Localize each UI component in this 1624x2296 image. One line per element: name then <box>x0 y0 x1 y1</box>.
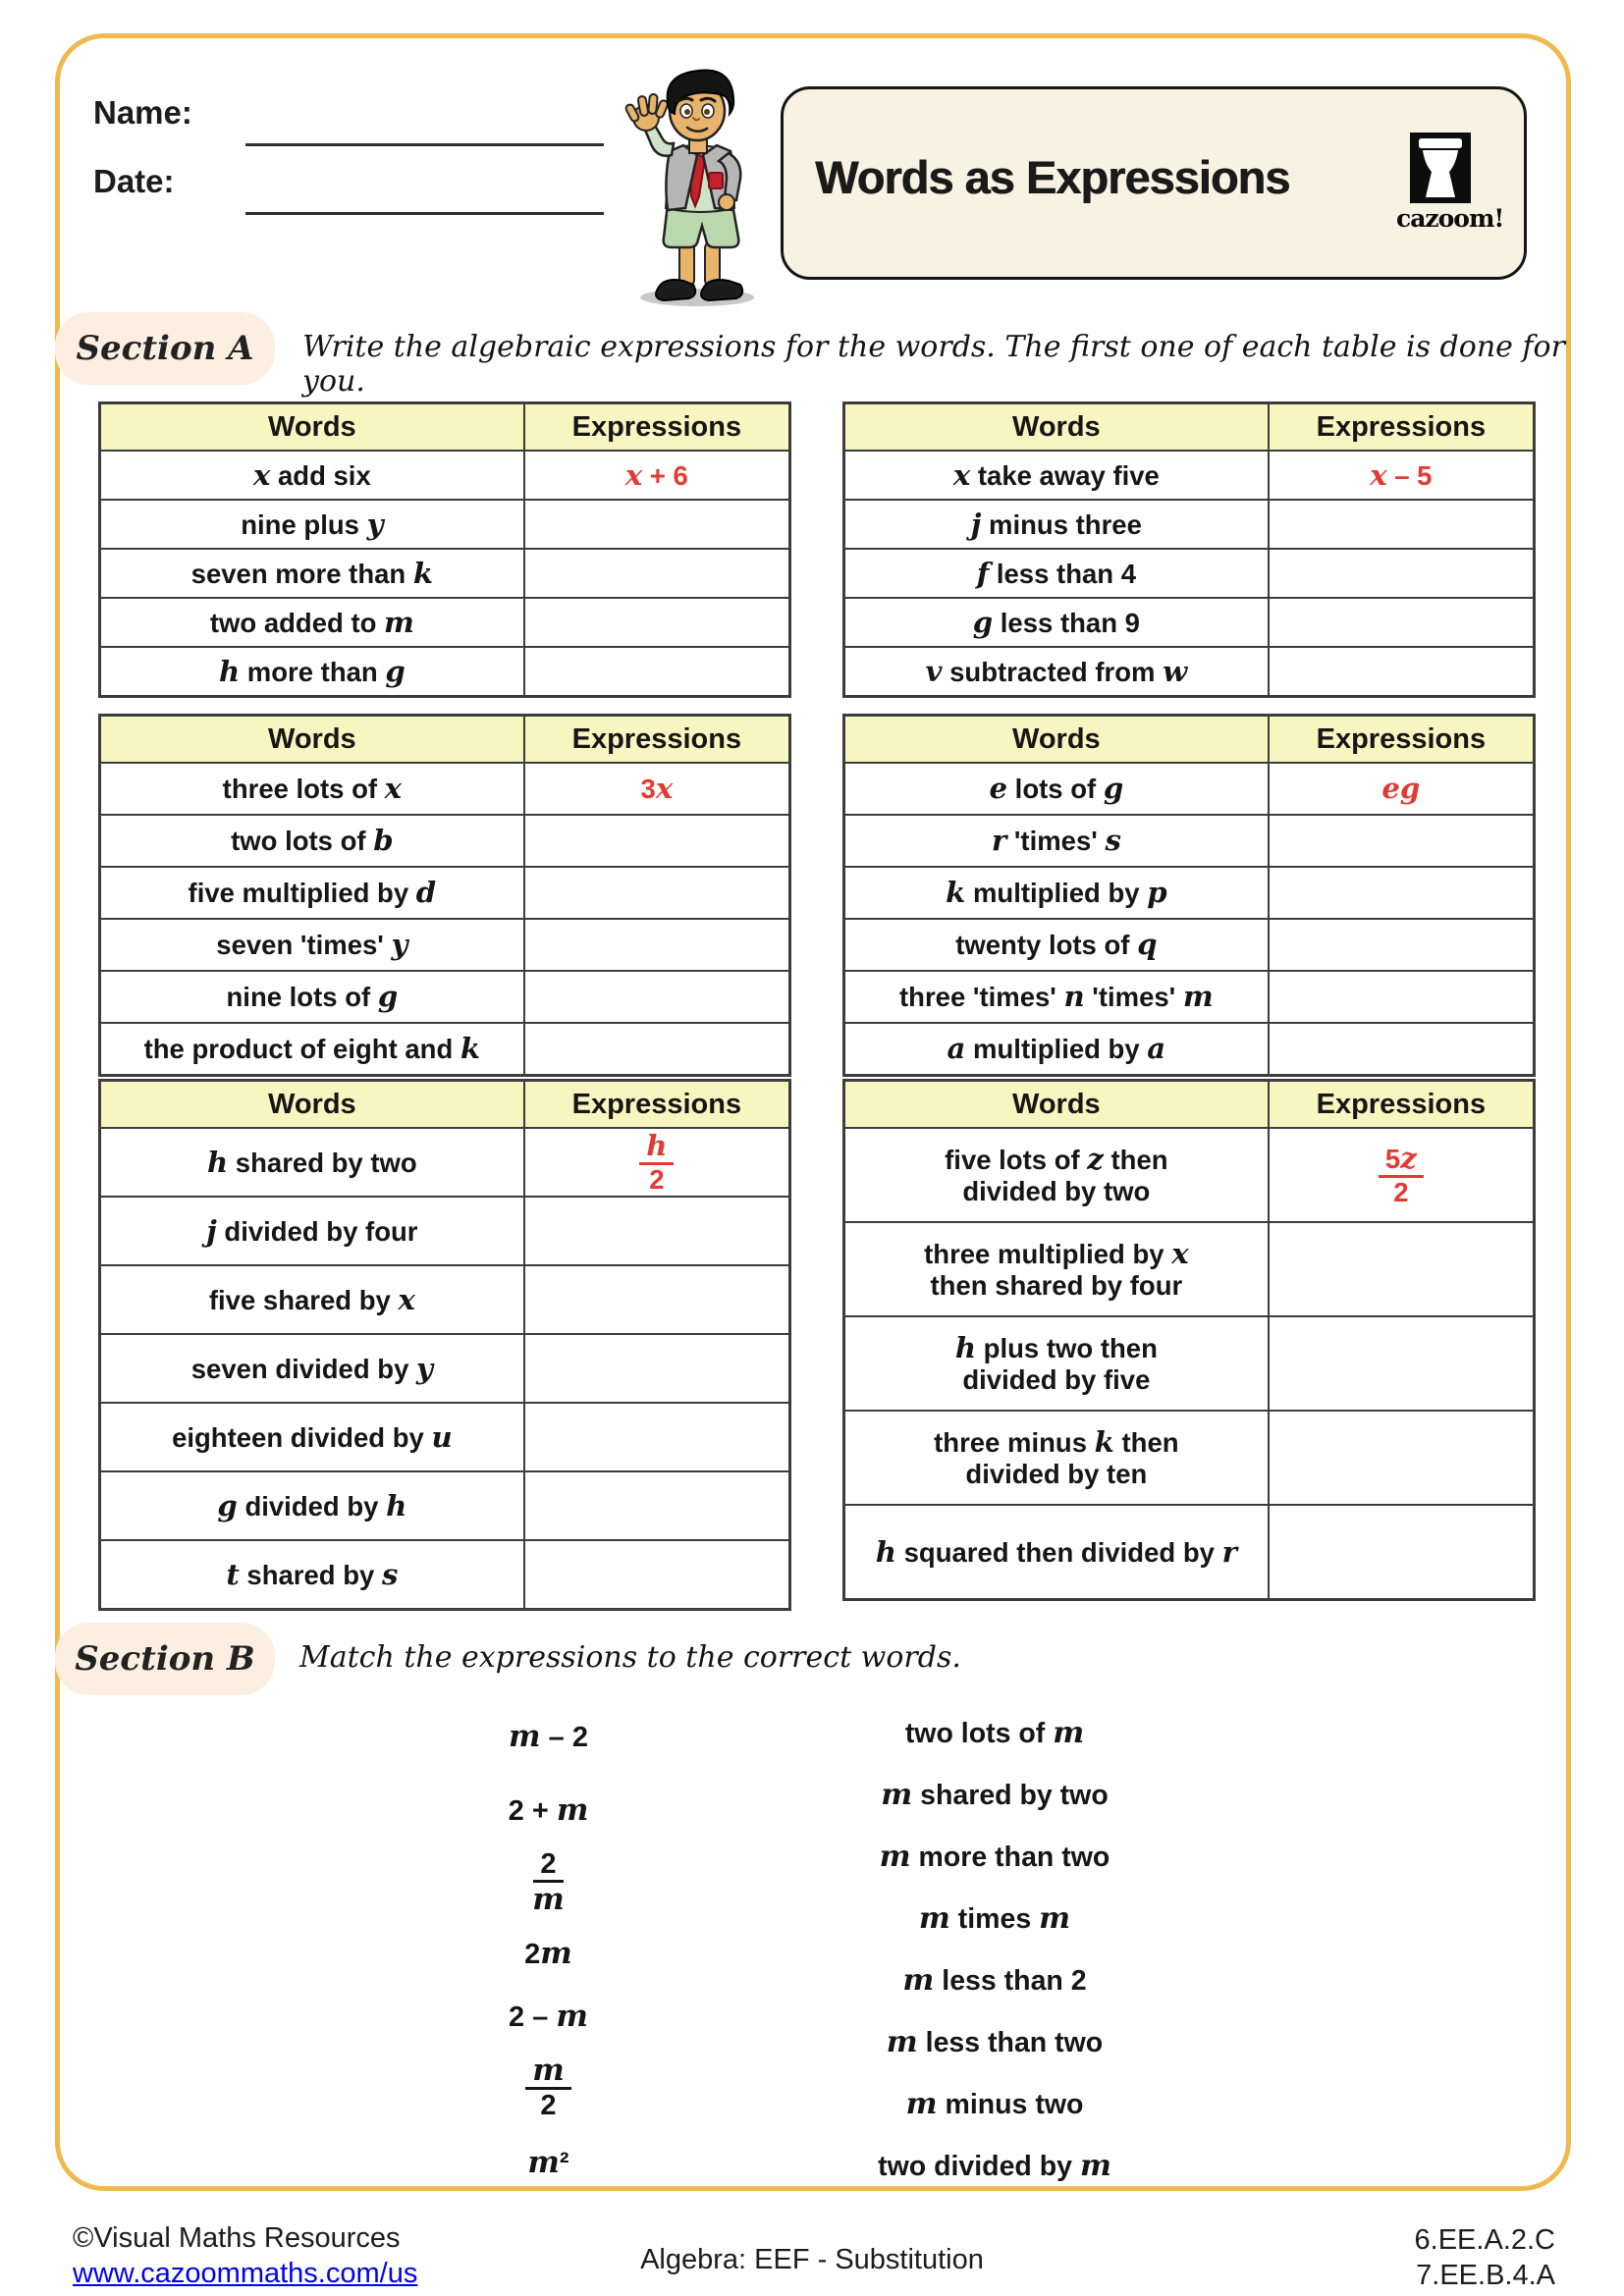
words-cell: the product of eight and k <box>100 1023 524 1075</box>
table-row <box>100 763 789 815</box>
table-row <box>844 1222 1534 1316</box>
words-cell: v subtracted from w <box>844 647 1269 696</box>
words-cell: g less than 9 <box>844 598 1269 647</box>
expression-answer-blank[interactable] <box>1269 1411 1534 1505</box>
expression-answer-blank[interactable] <box>524 1471 789 1540</box>
match-expression-item[interactable]: $\frac{2}{m}$ <box>532 1848 565 1918</box>
column-header-words: Words <box>100 403 524 451</box>
column-header-expressions: Expressions <box>524 1081 789 1128</box>
words-cell: seven 'times' y <box>100 919 524 971</box>
table-row <box>844 867 1534 919</box>
expression-answer-blank[interactable] <box>524 919 789 971</box>
table-row <box>844 1316 1534 1411</box>
table-row <box>100 1128 789 1197</box>
words-cell: nine plus y <box>100 500 524 549</box>
cazoom-logo-text: cazoom! <box>1396 204 1504 233</box>
date-label: Date: <box>93 163 175 199</box>
expression-answer-blank[interactable] <box>524 815 789 867</box>
expression-answer-blank[interactable] <box>1269 919 1534 971</box>
words-cell: three minus k then divided by ten <box>844 1411 1269 1505</box>
table-row <box>100 598 789 647</box>
expression-answer-blank[interactable] <box>524 971 789 1023</box>
expression-answer-blank[interactable] <box>1269 1023 1534 1075</box>
expression-answer-blank[interactable] <box>524 1023 789 1075</box>
words-cell: seven more than k <box>100 549 524 598</box>
table-row <box>100 647 789 696</box>
words-cell: h plus two then divided by five <box>844 1316 1269 1411</box>
words-cell: three multiplied by x then shared by four <box>844 1222 1269 1316</box>
expression-answer-example: $\frac{5z}{2}$ <box>1269 1128 1534 1222</box>
expression-answer-blank[interactable] <box>524 1197 789 1265</box>
expression-answer-blank[interactable] <box>1269 867 1534 919</box>
expression-answer-example: 3x <box>524 763 789 815</box>
column-header-expressions: Expressions <box>524 403 789 451</box>
expression-answer-blank[interactable] <box>524 1403 789 1471</box>
name-write-line[interactable] <box>245 143 604 146</box>
date-write-line[interactable] <box>245 212 604 215</box>
match-expression-item[interactable]: m – 2 <box>509 1719 588 1754</box>
expression-answer-example: $\frac{h}{2}$ <box>524 1128 789 1197</box>
words-cell: x add six <box>100 451 524 500</box>
footer-topic: Algebra: EEF - Substitution <box>640 2244 984 2275</box>
match-words-item[interactable]: m minus two <box>905 2087 1084 2121</box>
words-cell: j divided by four <box>100 1197 524 1265</box>
section-a-instruction: Write the algebraic expressions for the words. The first one of each table is done for you. <box>302 330 1565 399</box>
column-header-words: Words <box>100 1081 524 1128</box>
column-header-words: Words <box>100 716 524 763</box>
table-row <box>100 451 789 500</box>
table-row <box>844 815 1534 867</box>
table-row <box>100 1334 789 1403</box>
standard-code: 7.EE.B.4.A <box>1416 2260 1555 2291</box>
table-row <box>844 598 1534 647</box>
column-header-words: Words <box>844 403 1269 451</box>
table-row <box>844 919 1534 971</box>
expression-answer-example: x + 6 <box>524 451 789 500</box>
expression-answer-blank[interactable] <box>1269 815 1534 867</box>
name-label: Name: <box>93 94 192 131</box>
words-cell: five shared by x <box>100 1265 524 1334</box>
expression-answer-blank[interactable] <box>1269 1222 1534 1316</box>
table-row <box>100 919 789 971</box>
match-words-item[interactable]: two divided by m <box>878 2149 1111 2183</box>
column-header-expressions: Expressions <box>524 716 789 763</box>
table-row <box>100 1265 789 1334</box>
words-cell: two lots of b <box>100 815 524 867</box>
words-cell: seven divided by y <box>100 1334 524 1403</box>
words-cell: t shared by s <box>100 1540 524 1609</box>
match-words-item[interactable]: m less than two <box>886 2025 1104 2059</box>
table-row <box>100 549 789 598</box>
section-a-table-6 <box>843 1080 1535 1600</box>
table-row <box>100 1403 789 1471</box>
expression-answer-blank[interactable] <box>1269 598 1534 647</box>
expression-answer-blank[interactable] <box>524 500 789 549</box>
footer-standard-codes <box>1415 2222 1555 2293</box>
table-row <box>844 763 1534 815</box>
expression-answer-blank[interactable] <box>524 598 789 647</box>
section-a-table-3 <box>99 715 790 1076</box>
words-cell: five lots of z then divided by two <box>844 1128 1269 1222</box>
expression-answer-blank[interactable] <box>1269 1505 1534 1599</box>
table-row <box>100 867 789 919</box>
section-a-table-4 <box>843 715 1535 1076</box>
footer-website-link[interactable]: www.cazoommaths.com/us <box>73 2258 418 2289</box>
table-row <box>844 451 1534 500</box>
worksheet-title-box <box>781 86 1527 280</box>
table-row <box>100 1540 789 1609</box>
table-row <box>844 1128 1534 1222</box>
words-cell: f less than 4 <box>844 549 1269 598</box>
section-a-table-2 <box>843 402 1535 697</box>
column-header-expressions: Expressions <box>1269 1081 1534 1128</box>
table-row <box>844 500 1534 549</box>
expression-answer-blank[interactable] <box>1269 647 1534 696</box>
section-a-table-1 <box>99 402 790 697</box>
section-b-instruction: Match the expressions to the correct words. <box>299 1640 961 1675</box>
section-a-table-5 <box>99 1080 790 1610</box>
match-expression-item[interactable]: 2m <box>524 1936 572 1971</box>
table-row <box>100 971 789 1023</box>
column-header-expressions: Expressions <box>1269 716 1534 763</box>
table-row <box>844 647 1534 696</box>
expression-answer-blank[interactable] <box>524 647 789 696</box>
expression-answer-blank[interactable] <box>1269 500 1534 549</box>
words-cell: j minus three <box>844 500 1269 549</box>
match-words-item[interactable]: m more than two <box>879 1840 1110 1874</box>
match-expression-item[interactable]: m² <box>527 2145 569 2180</box>
column-header-expressions: Expressions <box>1269 403 1534 451</box>
djembe-drum-icon <box>1410 133 1471 203</box>
words-cell: h shared by two <box>100 1128 524 1197</box>
expression-answer-blank[interactable] <box>524 549 789 598</box>
cazoom-logo <box>1396 133 1504 233</box>
match-words-item[interactable]: m shared by two <box>881 1778 1109 1812</box>
words-cell: h more than g <box>100 647 524 696</box>
table-row <box>844 1505 1534 1599</box>
match-expression-item[interactable]: 2 + m <box>508 1792 589 1828</box>
words-cell: r 'times' s <box>844 815 1269 867</box>
words-cell: a multiplied by a <box>844 1023 1269 1075</box>
expression-answer-blank[interactable] <box>524 1265 789 1334</box>
words-cell: three 'times' n 'times' m <box>844 971 1269 1023</box>
table-row <box>100 1023 789 1075</box>
match-expression-item[interactable]: 2 – m <box>509 1999 588 2034</box>
words-cell: nine lots of g <box>100 971 524 1023</box>
table-row <box>100 1471 789 1540</box>
section-b-label: Section B <box>55 1623 275 1695</box>
footer-copyright: ©Visual Maths Resources <box>73 2222 401 2254</box>
table-row <box>100 815 789 867</box>
words-cell: five multiplied by d <box>100 867 524 919</box>
words-cell: k multiplied by p <box>844 867 1269 919</box>
expression-answer-blank[interactable] <box>1269 1316 1534 1411</box>
expression-answer-blank[interactable] <box>524 867 789 919</box>
table-row <box>100 500 789 549</box>
words-cell: h squared then divided by r <box>844 1505 1269 1599</box>
words-cell: eighteen divided by u <box>100 1403 524 1471</box>
words-cell: twenty lots of q <box>844 919 1269 971</box>
column-header-words: Words <box>844 716 1269 763</box>
match-words-item[interactable]: m less than 2 <box>902 1963 1087 1998</box>
words-cell: g divided by h <box>100 1471 524 1540</box>
table-row <box>844 1023 1534 1075</box>
table-row <box>844 549 1534 598</box>
words-cell: two added to m <box>100 598 524 647</box>
section-a-label: Section A <box>55 312 275 385</box>
words-cell: three lots of x <box>100 763 524 815</box>
words-cell: e lots of g <box>844 763 1269 815</box>
column-header-words: Words <box>844 1081 1269 1128</box>
match-words-item[interactable]: two lots of m <box>904 1716 1085 1750</box>
expression-answer-blank[interactable] <box>1269 549 1534 598</box>
table-row <box>844 1411 1534 1505</box>
table-row <box>100 1197 789 1265</box>
expression-answer-example: x – 5 <box>1269 451 1534 500</box>
expression-answer-blank[interactable] <box>1269 971 1534 1023</box>
page-title: Words as Expressions <box>815 151 1290 203</box>
standard-code: 6.EE.A.2.C <box>1414 2224 1555 2256</box>
expression-answer-example: eg <box>1269 763 1534 815</box>
match-words-item[interactable]: m times m <box>918 1901 1071 1936</box>
table-row <box>844 971 1534 1023</box>
words-cell: x take away five <box>844 451 1269 500</box>
student-cartoon <box>607 57 779 310</box>
expression-answer-blank[interactable] <box>524 1540 789 1609</box>
expression-answer-blank[interactable] <box>524 1334 789 1403</box>
match-expression-item[interactable]: $\frac{m}{2}$ <box>458 2055 639 2121</box>
